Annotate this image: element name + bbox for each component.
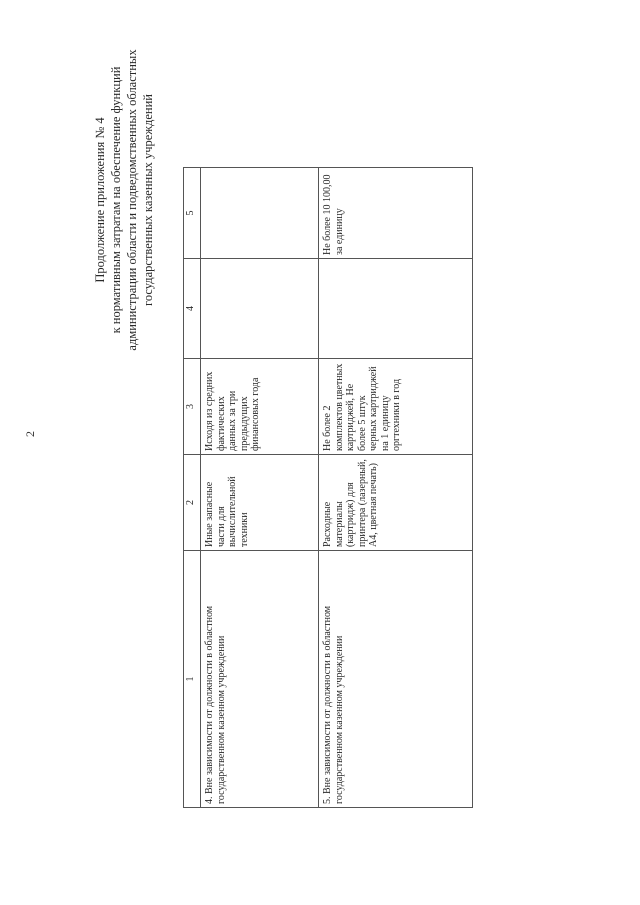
header-cell-1: 1 [184, 551, 201, 808]
row-2-position: 5. Вне зависимости от должности в областном государственном казенном учреждении [319, 551, 473, 808]
document-heading [92, 22, 156, 378]
header-cell-3: 3 [184, 359, 201, 455]
row-1-price [201, 168, 319, 259]
row-2-col4 [319, 259, 473, 359]
row-1-item: Иные запасные части для вычислительной техники [201, 455, 319, 551]
row-1-position: 4. Вне зависимости от должности в областном государственном казенном учреждении [201, 551, 319, 808]
table-header-row [184, 168, 201, 808]
row-2-price: Не более 10 100,00 за единицу [319, 168, 473, 259]
norms-table [183, 167, 473, 808]
header-cell-2: 2 [184, 455, 201, 551]
row-2-item: Расходные материалы (картридж) для принтера (лазерный, А4, цветная печать) [319, 455, 473, 551]
header-cell-4: 4 [184, 259, 201, 359]
table-row [319, 168, 473, 808]
heading-line-4: государственных казенных учреждений [141, 94, 155, 306]
heading-line-2: к нормативным затратам на обеспечение функций [109, 66, 123, 334]
table-row [201, 168, 319, 808]
page-number: 2 [23, 431, 37, 437]
header-cell-5: 5 [184, 168, 201, 259]
row-1-col4 [201, 259, 319, 359]
row-1-quantity: Исходя из средних фактических данных за три предыдущих финансовых года [201, 359, 319, 455]
heading-line-3: администрации области и подведомственных областных [125, 49, 139, 351]
row-2-quantity: Не более 2 комплектов цветных картриджей, Не более 5 штук черных картриджей на 1 единицу оргтехники в год [319, 359, 473, 455]
heading-line-1: Продолжение приложения № 4 [93, 117, 107, 283]
